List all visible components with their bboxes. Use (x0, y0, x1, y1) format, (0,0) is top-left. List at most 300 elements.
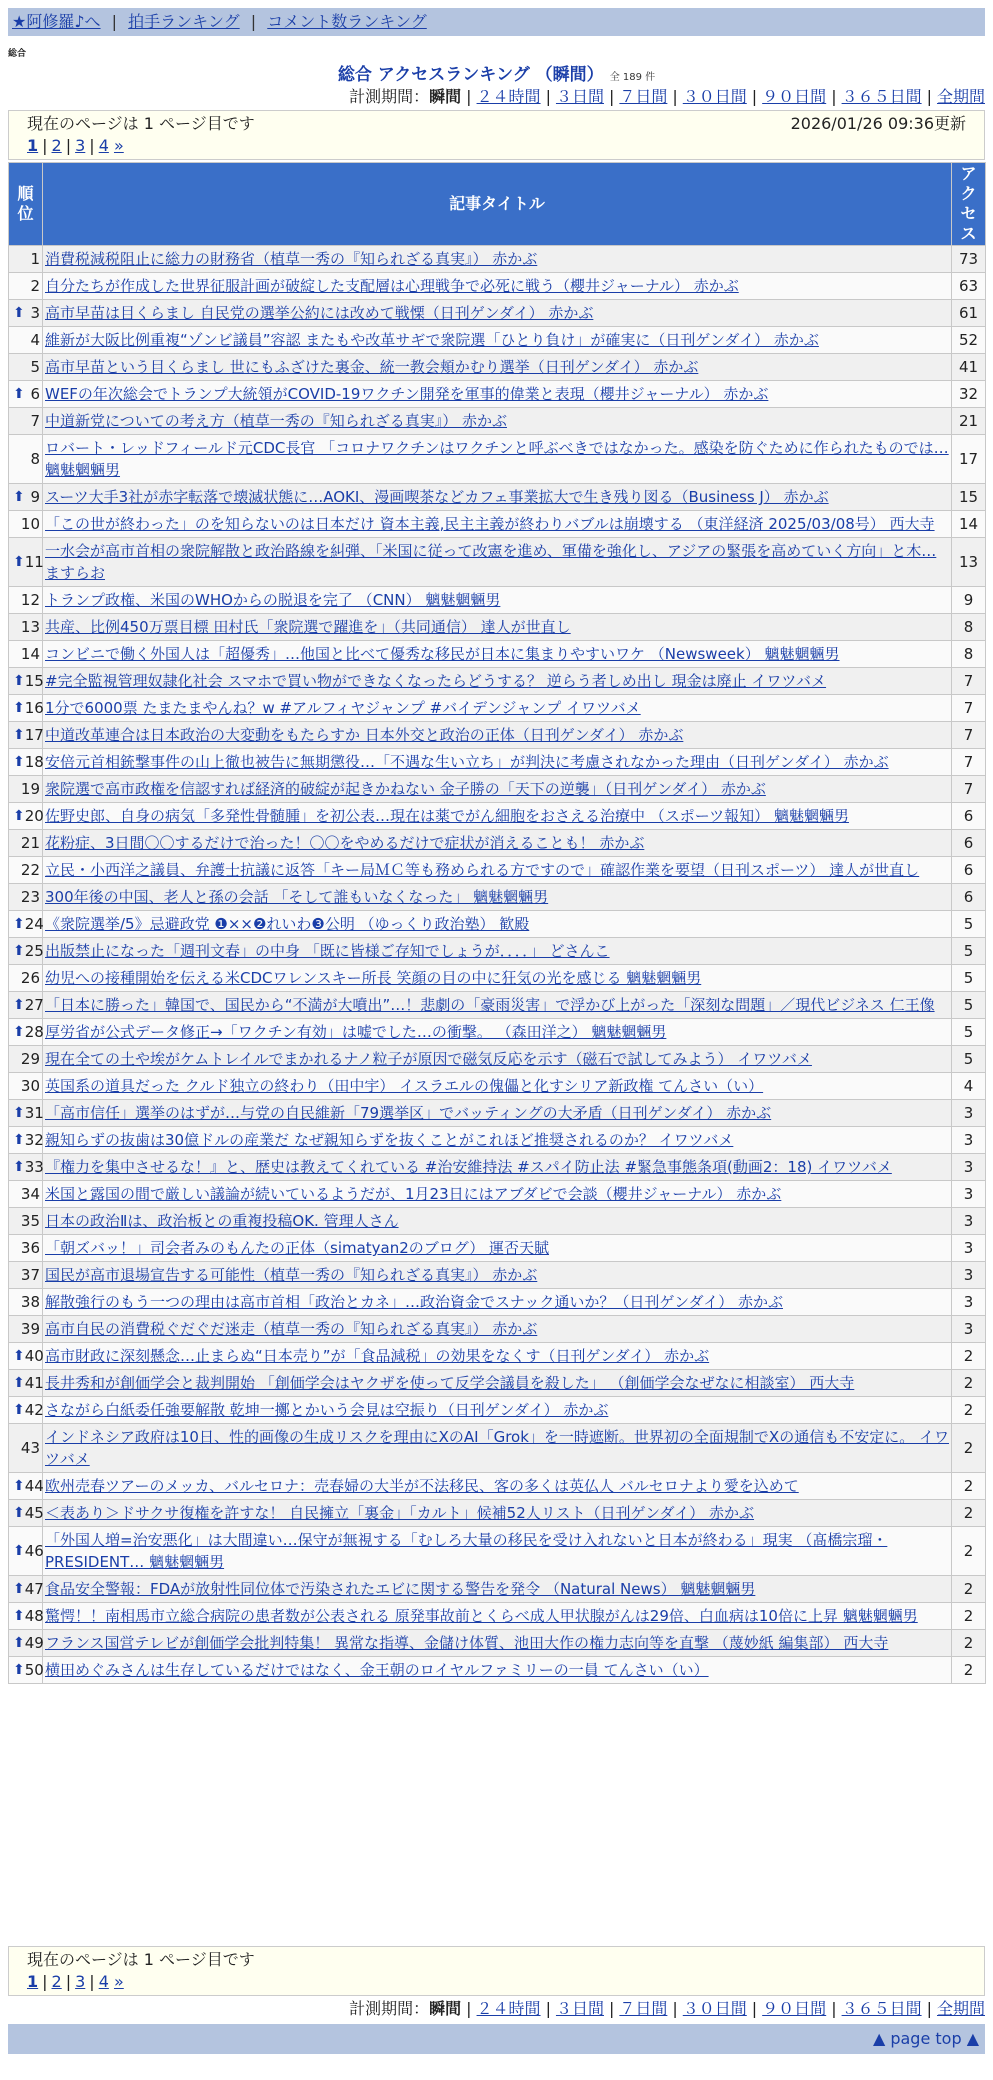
article-title-link[interactable]: 共産、比例450万票目標 田村氏「衆院選で躍進を」（共同通信） 達人が世直し (43, 614, 952, 641)
table-row (9, 965, 986, 992)
article-title-link[interactable]: 衆院選で高市政権を信認すれば経済的破綻が起きかねない 金子勝の「天下の逆襲」（日刊ゲンダイ） 赤かぶ (43, 776, 952, 803)
rank-number: 19 (20, 780, 40, 798)
period-link[interactable]: ３日間 (555, 1999, 604, 2018)
table-row (9, 1473, 986, 1500)
rank-up-icon: ⬆ (13, 1543, 25, 1559)
page-separator: | (89, 136, 95, 155)
article-title-link[interactable]: 300年後の中国、老人と孫の会話 「そして誰もいなくなった」 魑魅魍魎男 (43, 884, 952, 911)
rank-number: 34 (20, 1185, 40, 1203)
page-link[interactable]: 3 (75, 1972, 86, 1991)
rank-number: 26 (20, 969, 40, 987)
rank-number: 44 (24, 1477, 44, 1495)
access-count: 2 (952, 1473, 986, 1500)
rank-cell (9, 884, 43, 911)
article-title-link[interactable]: 佐野史郎、自身の病気「多発性骨髄腫」を初公表…現在は薬でがん細胞をおさえる治療中 （スポーツ報知） 魑魅魍魎男 (43, 803, 952, 830)
article-title-link[interactable]: 幼児への接種開始を伝える米CDCワレンスキー所長 笑顔の目の中に狂気の光を感じる 魑魅魍魎男 (43, 965, 952, 992)
access-count: 5 (952, 992, 986, 1019)
rank-number: 5 (30, 358, 40, 376)
rank-up-icon: ⬆ (13, 1581, 25, 1597)
table-row (9, 273, 986, 300)
rank-cell (9, 722, 43, 749)
rank-cell (9, 1073, 43, 1100)
rank-number: 31 (24, 1104, 44, 1122)
period-link[interactable]: ９０日間 (762, 87, 827, 106)
rank-cell (9, 992, 43, 1019)
access-count: 5 (952, 938, 986, 965)
access-count: 6 (952, 884, 986, 911)
access-count: 5 (952, 911, 986, 938)
rank-cell (9, 354, 43, 381)
rank-number: 36 (20, 1239, 40, 1257)
rank-number: 46 (24, 1542, 44, 1560)
article-title-link[interactable]: 《衆院選挙/5》忌避政党 ❶××❷れいわ❸公明 （ゆっくり政治塾） 歓殿 (43, 911, 952, 938)
access-count: 3 (952, 1154, 986, 1181)
access-count: 73 (952, 246, 986, 273)
table-row (9, 1127, 986, 1154)
rank-number: 11 (24, 553, 44, 571)
article-title-link[interactable]: 食品安全警報：FDAが放射性同位体で汚染されたエビに関する警告を発令 （Natural News） 魑魅魍魎男 (43, 1576, 952, 1603)
table-row (9, 246, 986, 273)
rank-cell (9, 911, 43, 938)
rank-number: 16 (24, 699, 44, 717)
rank-cell (9, 484, 43, 511)
table-row (9, 1630, 986, 1657)
article-title-link[interactable]: 「この世が終わった」のを知らないのは日本だけ 資本主義,民主主義が終わりバブルは崩壊する （東洋経済 2025/03/08号） 西大寺 (43, 511, 952, 538)
access-count: 3 (952, 1316, 986, 1343)
article-title-link[interactable]: 高市財政に深刻懸念…止まらぬ“日本売り”が「食品減税」の効果をなくす（日刊ゲンダイ） 赤かぶ (43, 1343, 952, 1370)
rank-number: 32 (24, 1131, 44, 1149)
rank-cell (9, 246, 43, 273)
article-title-link[interactable]: WEFの年次総会でトランプ大統領がCOVID-19ワクチン開発を軍事的偉業と表現（櫻井ジャーナル） 赤かぶ (43, 381, 952, 408)
current-page-text: 現在のページは 1 ページ目です (27, 114, 255, 133)
period-selector-top (349, 84, 985, 107)
rank-up-icon: ⬆ (13, 1159, 25, 1175)
access-count: 3 (952, 1235, 986, 1262)
article-title-link[interactable]: 日本の政治Ⅱは、政治板との重複投稿OK. 管理人さん (43, 1208, 952, 1235)
period-separator: | (466, 1999, 472, 2018)
period-separator: | (751, 1999, 758, 2018)
rank-up-icon: ⬆ (13, 1348, 25, 1364)
rank-up-icon: ⬆ (13, 1402, 25, 1418)
table-header (9, 163, 986, 246)
bottom-bar (8, 2024, 985, 2054)
total-count: 全 189 件 (609, 72, 656, 83)
period-link[interactable]: ９０日間 (762, 1999, 827, 2018)
table-row (9, 695, 986, 722)
table-row (9, 1073, 986, 1100)
article-title-link[interactable]: 維新が大阪比例重複“ゾンビ議員”容認 またもや改革サギで衆院選「ひとり負け」が確実に（日刊ゲンダイ） 赤かぶ (43, 327, 952, 354)
rank-number: 38 (20, 1293, 40, 1311)
access-count: 2 (952, 1370, 986, 1397)
access-count: 32 (952, 381, 986, 408)
rank-up-icon: ⬆ (13, 305, 25, 321)
rank-number: 1 (30, 250, 40, 268)
rank-cell (9, 857, 43, 884)
page-separator: | (42, 136, 48, 155)
title-header: 記事タイトル (43, 163, 952, 246)
rank-cell (9, 1181, 43, 1208)
rank-cell (9, 408, 43, 435)
rank-cell (9, 381, 43, 408)
rank-cell (9, 965, 43, 992)
rank-cell (9, 538, 43, 587)
table-row (9, 435, 986, 484)
article-title-link[interactable]: コンビニで働く外国人は「超優秀」…他国と比べて優秀な移民が日本に集まりやすいワケ （Newsweek） 魑魅魍魎男 (43, 641, 952, 668)
rank-cell (9, 1576, 43, 1603)
rank-number: 33 (24, 1158, 44, 1176)
article-title-link[interactable]: 現在全ての土や埃がケムトレイルでまかれるナノ粒子が原因で磁気反応を示す（磁石で試してみよう） イワツバメ (43, 1046, 952, 1073)
rank-cell (9, 1657, 43, 1684)
table-row (9, 1235, 986, 1262)
rank-number: 28 (24, 1023, 44, 1041)
period-separator: | (831, 1999, 837, 2018)
access-count: 9 (952, 587, 986, 614)
table-row (9, 511, 986, 538)
page-top-link[interactable]: ▲ page top ▲ (872, 2029, 979, 2048)
access-count: 21 (952, 408, 986, 435)
period-link[interactable]: ３０日間 (682, 1999, 747, 2018)
rank-number: 23 (20, 888, 40, 906)
table-row (9, 776, 986, 803)
rank-cell (9, 511, 43, 538)
table-row (9, 1208, 986, 1235)
rank-number: 22 (20, 861, 40, 879)
rank-cell (9, 1343, 43, 1370)
access-count: 4 (952, 1073, 986, 1100)
page-separator: | (42, 1972, 48, 1991)
period-link[interactable]: ２４時間 (476, 1999, 541, 2018)
table-row (9, 381, 986, 408)
period-link[interactable]: ３６５日間 (841, 1999, 922, 2018)
table-row (9, 938, 986, 965)
access-count: 3 (952, 1181, 986, 1208)
article-title-link[interactable]: 中道改革連合は日本政治の大変動をもたらすか 日本外交と政治の正体（日刊ゲンダイ） 赤かぶ (43, 722, 952, 749)
access-count: 41 (952, 354, 986, 381)
rank-number: 43 (20, 1439, 40, 1457)
current-page-text: 現在のページは 1 ページ目です (27, 1950, 255, 1969)
period-link[interactable]: ３日間 (555, 87, 604, 106)
table-row (9, 587, 986, 614)
rank-number: 20 (24, 807, 44, 825)
article-title-link[interactable]: フランス国営テレビが創価学会批判特集！ 異常な指導、金儲け体質、池田大作の権力志向等を直撃 （蔑妙紙 編集部） 西大寺 (43, 1630, 952, 1657)
table-row (9, 749, 986, 776)
rank-cell (9, 1154, 43, 1181)
rank-cell (9, 1235, 43, 1262)
top-nav-bar (8, 8, 985, 36)
rank-number: 48 (24, 1607, 44, 1625)
rank-up-icon: ⬆ (13, 1024, 25, 1040)
rank-cell (9, 803, 43, 830)
category-label: 総合 (8, 49, 27, 59)
rank-cell (9, 1019, 43, 1046)
rank-up-icon: ⬆ (13, 727, 25, 743)
rank-up-icon: ⬆ (13, 386, 25, 402)
rank-number: 39 (20, 1320, 40, 1338)
table-row (9, 803, 986, 830)
clap-ranking-link[interactable]: 拍手ランキング (128, 12, 240, 31)
article-title-link[interactable]: 中道新党についての考え方（植草一秀の『知られざる真実』） 赤かぶ (43, 408, 952, 435)
rank-number: 7 (30, 412, 40, 430)
article-title-link[interactable]: ＜表あり＞ドサクサ復権を許すな！ 自民擁立「裏金」「カルト」候補52人リスト（日刊ゲンダイ） 赤かぶ (43, 1500, 952, 1527)
article-title-link[interactable]: 米国と露国の間で厳しい議論が続いているようだが、1月23日にはアブダビで会談（櫻井ジャーナル） 赤かぶ (43, 1181, 952, 1208)
article-title-link[interactable]: 国民が高市退場宣告する可能性（植草一秀の『知られざる真実』） 赤かぶ (43, 1262, 952, 1289)
article-title-link[interactable]: 安倍元首相銃撃事件の山上徹也被告に無期懲役…「不遇な生い立ち」が判決に考慮されなかった理由（日刊ゲンダイ） 赤かぶ (43, 749, 952, 776)
period-separator: | (672, 1999, 678, 2018)
article-title-link[interactable]: 「日本に勝った」韓国で、国民から“不満が大噴出”…！悲劇の「豪雨災害」で浮かび上がった「深刻な問題」／現代ビジネス 仁王像 (43, 992, 952, 1019)
rank-number: 49 (24, 1634, 44, 1652)
rank-cell (9, 1500, 43, 1527)
rank-up-icon: ⬆ (13, 1505, 25, 1521)
table-row (9, 1181, 986, 1208)
rank-cell (9, 435, 43, 484)
rank-cell (9, 1527, 43, 1576)
article-title-link[interactable]: 厚労省が公式データ修正→「ワクチン有効」は嘘でした…の衝撃。 （森田洋之） 魑魅魍魎男 (43, 1019, 952, 1046)
article-title-link[interactable]: 高市早苗という目くらまし 世にもふざけた裏金、統一教会頬かむり選挙（日刊ゲンダイ） 赤かぶ (43, 354, 952, 381)
rank-cell (9, 830, 43, 857)
rank-cell (9, 1046, 43, 1073)
access-count: 6 (952, 803, 986, 830)
rank-cell (9, 1289, 43, 1316)
table-row (9, 722, 986, 749)
article-title-link[interactable]: スーツ大手3社が赤字転落で壊滅状態に…AOKI、漫画喫茶などカフェ事業拡大で生き残り図る（Business J） 赤かぶ (43, 484, 952, 511)
access-count: 3 (952, 1127, 986, 1154)
access-header: アクセス (952, 163, 986, 246)
rank-up-icon: ⬆ (13, 554, 25, 570)
access-count: 7 (952, 668, 986, 695)
table-row (9, 538, 986, 587)
rank-cell (9, 938, 43, 965)
period-link[interactable]: ７日間 (619, 87, 668, 106)
rank-number: 15 (24, 672, 44, 690)
rank-up-icon: ⬆ (13, 1132, 25, 1148)
article-title-link[interactable]: ロバート・レッドフィールド元CDC長官 「コロナワクチンはワクチンと呼ぶべきではなかった。感染を防ぐために作られたものでは… 魑魅魍魎男 (43, 435, 952, 484)
table-row (9, 354, 986, 381)
article-title-link[interactable]: 解散強行のもう一つの理由は高市首相「政治とカネ」…政治資金でスナック通いか？（日刊ゲンダイ） 赤かぶ (43, 1289, 952, 1316)
access-count: 2 (952, 1630, 986, 1657)
rank-number: 42 (24, 1401, 44, 1419)
page-link-current[interactable]: 1 (27, 136, 39, 155)
article-title-link[interactable]: 自分たちが作成した世界征服計画が破綻した支配層は心理戦争で必死に戦う（櫻井ジャーナル） 赤かぶ (43, 273, 952, 300)
period-link[interactable]: 全期間 (936, 87, 985, 106)
rank-number: 50 (24, 1661, 44, 1679)
table-row (9, 857, 986, 884)
access-count: 13 (952, 538, 986, 587)
period-separator: | (608, 1999, 615, 2018)
access-count: 2 (952, 1657, 986, 1684)
article-title-link[interactable]: 「外国人増=治安悪化」は大間違い…保守が無視する「むしろ大量の移民を受け入れないと日本が終わる」現実 （髙橋宗瑠・PRESIDENT… 魑魅魍魎男 (43, 1527, 952, 1576)
rank-up-icon: ⬆ (13, 1608, 25, 1624)
rank-number: 41 (24, 1374, 44, 1392)
table-row (9, 327, 986, 354)
rank-cell (9, 300, 43, 327)
rank-up-icon: ⬆ (13, 1478, 25, 1494)
rank-number: 25 (24, 942, 44, 960)
rank-number: 29 (20, 1050, 40, 1068)
article-title-link[interactable]: 高市早苗は目くらまし 自民党の選挙公約には改めて戦慄（日刊ゲンダイ） 赤かぶ (43, 300, 952, 327)
period-link[interactable]: ３０日間 (682, 87, 747, 106)
page-link[interactable]: 3 (75, 136, 86, 155)
period-link[interactable]: ２４時間 (476, 87, 541, 106)
page-link[interactable]: 4 (98, 136, 109, 155)
article-title-link[interactable]: 花粉症、3日間〇〇するだけで治った！〇〇をやめるだけで症状が消えることも！ 赤かぶ (43, 830, 952, 857)
rank-number: 24 (24, 915, 44, 933)
rank-cell (9, 1424, 43, 1473)
period-separator: | (466, 87, 472, 106)
article-title-link[interactable]: 1分で6000票 たまたまやんね？w #アルフィヤジャンプ #バイデンジャンプ イワツバメ (43, 695, 952, 722)
access-count: 5 (952, 965, 986, 992)
period-link[interactable]: ３６５日間 (841, 87, 922, 106)
article-title-link[interactable]: 横田めぐみさんは生存しているだけではなく、金王朝のロイヤルファミリーの一員 てんさい（い） (43, 1657, 952, 1684)
access-count: 2 (952, 1397, 986, 1424)
table-row (9, 884, 986, 911)
article-title-link[interactable]: 驚愕！！南相馬市立総合病院の患者数が公表される 原発事故前とくらべ成人甲状腺がんは29倍、白血病は10倍に上昇 魑魅魍魎男 (43, 1603, 952, 1630)
period-separator: | (545, 87, 551, 106)
period-label: 計測期間： (349, 87, 430, 106)
article-title-link[interactable]: 長井秀和が創価学会と裁判開始 「創価学会はヤクザを使って反学会議員を殺した」 （創価学会なぜなに相談室） 西大寺 (43, 1370, 952, 1397)
access-count: 14 (952, 511, 986, 538)
table-row (9, 1397, 986, 1424)
rank-up-icon: ⬆ (13, 700, 25, 716)
period-link[interactable]: ７日間 (619, 1999, 668, 2018)
table-row (9, 484, 986, 511)
table-row (9, 614, 986, 641)
rank-number: 4 (30, 331, 40, 349)
rank-cell (9, 1127, 43, 1154)
article-title-link[interactable]: 親知らずの抜歯は30億ドルの産業だ なぜ親知らずを抜くことがこれほど推奨されるのか？ イワツバメ (43, 1127, 952, 1154)
table-row (9, 1019, 986, 1046)
access-count: 7 (952, 749, 986, 776)
article-title-link[interactable]: 『権力を集中させるな！』と、歴史は教えてくれている #治安維持法 #スパイ防止法 #緊急事態条項(動画2：18) イワツバメ (43, 1154, 952, 1181)
rank-header: 順位 (9, 163, 43, 246)
page-link-current[interactable]: 1 (27, 1972, 39, 1991)
access-count: 63 (952, 273, 986, 300)
back-link[interactable]: ★阿修羅♪へ (12, 12, 101, 31)
table-row (9, 1527, 986, 1576)
access-count: 6 (952, 830, 986, 857)
rank-cell (9, 1316, 43, 1343)
rank-number: 13 (20, 618, 40, 636)
table-row (9, 1046, 986, 1073)
rank-cell (9, 749, 43, 776)
table-row (9, 1154, 986, 1181)
article-title-link[interactable]: 「高市信任」選挙のはずが…与党の自民維新「79選挙区」でバッティングの大矛盾（日刊ゲンダイ） 赤かぶ (43, 1100, 952, 1127)
rank-cell (9, 1630, 43, 1657)
rank-number: 12 (20, 591, 40, 609)
article-title-link[interactable]: #完全監視管理奴隷化社会 スマホで買い物ができなくなったらどうする？ 逆らう者しめ出し 現金は廃止 イワツバメ (43, 668, 952, 695)
article-title-link[interactable]: 消費税減税阻止に総力の財務省（植草一秀の『知られざる真実』） 赤かぶ (43, 246, 952, 273)
rank-number: 2 (30, 277, 40, 295)
rank-number: 30 (20, 1077, 40, 1095)
article-title-link[interactable]: トランプ政権、米国のWHOからの脱退を完了 （CNN） 魑魅魍魎男 (43, 587, 952, 614)
period-separator: | (926, 87, 932, 106)
updated-time: 2026/01/26 09:36更新 (790, 114, 966, 133)
page-link[interactable]: 2 (51, 136, 62, 155)
page-link[interactable]: 2 (51, 1972, 62, 1991)
rank-cell (9, 327, 43, 354)
page-link[interactable]: 4 (98, 1972, 109, 1991)
rank-up-icon: ⬆ (13, 1105, 25, 1121)
rank-number: 17 (24, 726, 44, 744)
rank-cell (9, 1397, 43, 1424)
table-row (9, 408, 986, 435)
period-separator: | (751, 87, 758, 106)
article-title-link[interactable]: 「朝ズバッ！」司会者みのもんたの正体（simatyan2のブログ） 運否天賦 (43, 1235, 952, 1262)
rank-number: 3 (30, 304, 40, 322)
article-title-link[interactable]: 出版禁止になった「週刊文春」の中身 「既に皆様ご存知でしょうが．．．．」 どさんこ (43, 938, 952, 965)
article-title-link[interactable]: 高市自民の消費税ぐだぐだ迷走（植草一秀の『知られざる真実』） 赤かぶ (43, 1316, 952, 1343)
page-separator: | (65, 136, 72, 155)
table-row (9, 992, 986, 1019)
rank-cell (9, 1262, 43, 1289)
access-count: 61 (952, 300, 986, 327)
access-count: 2 (952, 1424, 986, 1473)
period-separator: | (608, 87, 615, 106)
rank-number: 18 (24, 753, 44, 771)
access-count: 5 (952, 1046, 986, 1073)
next-page-link[interactable]: » (113, 1972, 124, 1991)
rank-cell (9, 1370, 43, 1397)
access-count: 3 (952, 1289, 986, 1316)
rank-up-icon: ⬆ (13, 997, 25, 1013)
comment-ranking-link[interactable]: コメント数ランキング (267, 12, 427, 31)
access-count: 17 (952, 435, 986, 484)
access-count: 3 (952, 1262, 986, 1289)
access-count: 2 (952, 1527, 986, 1576)
page-links (27, 1971, 966, 1993)
table-row (9, 1289, 986, 1316)
rank-cell (9, 1100, 43, 1127)
page-title (0, 60, 993, 85)
pager-bottom (8, 1946, 985, 1996)
article-title-link[interactable]: 立民・小西洋之議員、弁護士抗議に返答「キー局ＭＣ等も務められる方ですので」確認作業を要望（日刊スポーツ） 達人が世直し (43, 857, 952, 884)
table-row (9, 1576, 986, 1603)
article-title-link[interactable]: 欧州売春ツアーのメッカ、バルセロナ：売春婦の大半が不法移民、客の多くは英仏人 バルセロナより愛を込めて (43, 1473, 952, 1500)
article-title-link[interactable]: 英国系の道具だった クルド独立の終わり（田中宇） イスラエルの傀儡と化すシリア新政権 てんさい（い） (43, 1073, 952, 1100)
table-row (9, 1343, 986, 1370)
access-count: 7 (952, 695, 986, 722)
table-row (9, 1316, 986, 1343)
period-link[interactable]: 全期間 (936, 1999, 985, 2018)
rank-up-icon: ⬆ (13, 489, 25, 505)
rank-number: 10 (20, 515, 40, 533)
rank-cell (9, 1603, 43, 1630)
access-count: 3 (952, 1208, 986, 1235)
rank-cell (9, 695, 43, 722)
rank-cell (9, 668, 43, 695)
rank-cell (9, 273, 43, 300)
article-title-link[interactable]: インドネシア政府は10日、性的画像の生成リスクを理由にXのAI「Grok」を一時遮断。世界初の全面規制でXの通信も不安定に。 イワツバメ (43, 1424, 952, 1473)
rank-number: 40 (24, 1347, 44, 1365)
rank-up-icon: ⬆ (13, 754, 25, 770)
table-row (9, 1657, 986, 1684)
table-row (9, 300, 986, 327)
period-current: 瞬間 (429, 87, 462, 106)
rank-up-icon: ⬆ (13, 916, 25, 932)
article-title-link[interactable]: さながら白紙委任強要解散 乾坤一擲とかいう会見は空振り（日刊ゲンダイ） 赤かぶ (43, 1397, 952, 1424)
rank-number: 45 (24, 1504, 44, 1522)
access-count: 8 (952, 614, 986, 641)
article-title-link[interactable]: 一水会が高市首相の衆院解散と政治路線を糾弾、「米国に従って改憲を進め、軍備を強化し、アジアの緊張を高めていく方向」と木… ますらお (43, 538, 952, 587)
nav-separator: | (111, 12, 118, 31)
rank-number: 37 (20, 1266, 40, 1284)
next-page-link[interactable]: » (113, 136, 124, 155)
rank-number: 6 (30, 385, 40, 403)
period-separator: | (545, 1999, 551, 2018)
access-count: 7 (952, 722, 986, 749)
table-row (9, 1603, 986, 1630)
period-separator: | (831, 87, 837, 106)
table-row (9, 1424, 986, 1473)
